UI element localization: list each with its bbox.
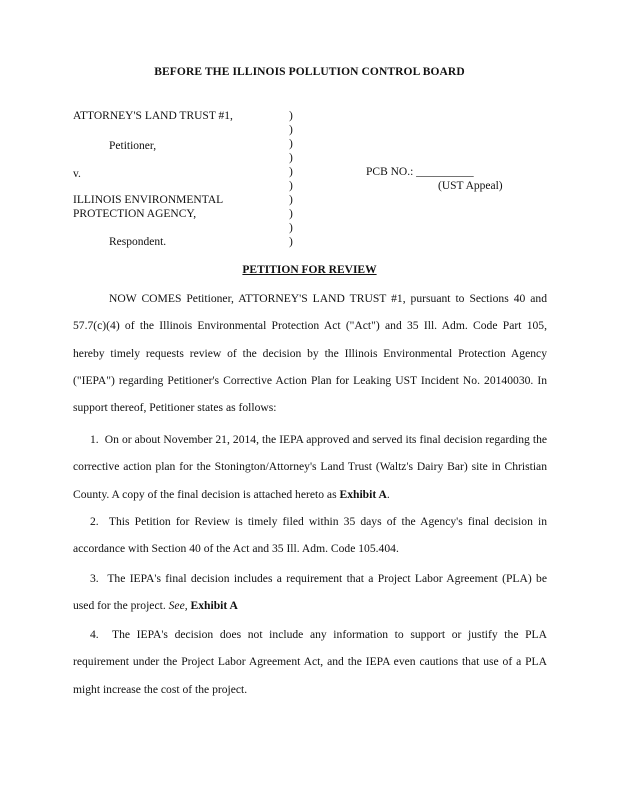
- document-title: PETITION FOR REVIEW: [242, 264, 377, 276]
- caption-paren: ): [289, 208, 293, 220]
- exhibit-reference: Exhibit A: [339, 487, 387, 501]
- paragraph-number: 4.: [90, 628, 99, 641]
- paragraph-text: On or about November 21, 2014, the IEPA approved and served its final decision regarding the corrective action plan for the Stonington/Attorney's Land Trust (Waltz's Dairy Bar) site in Christian County. A copy of the final decision is attached hereto as: [73, 433, 548, 501]
- pcb-number-label: PCB NO.: __________: [366, 166, 474, 178]
- paragraph-body: [73, 565, 547, 620]
- paragraph-text: The IEPA's final decision includes a requirement that a Project Labor Agreement (PLA) be used for the project.: [73, 572, 547, 613]
- caption-paren: ): [289, 236, 293, 248]
- paragraph-tail: .: [386, 487, 390, 501]
- petitioner-role: Petitioner,: [109, 140, 157, 152]
- numbered-paragraph-4: [73, 621, 547, 703]
- respondent-name-line1: ILLINOIS ENVIRONMENTAL: [73, 194, 224, 206]
- paragraph-number: 3.: [90, 572, 99, 585]
- numbered-paragraph-3: [73, 565, 547, 620]
- paragraph-text: The IEPA's decision does not include any information to support or justify the PLA requirement under the Project Labor Agreement Act, and the IEPA even cautions that use of a PLA might increase the cost of the project.: [73, 628, 548, 696]
- intro-text: NOW COMES Petitioner, ATTORNEY'S LAND TRUST #1, pursuant to Sections 40 and 57.7(c)(4) of the Illinois Environmental Protection Act ("Act") and 35 Ill. Adm. Code Part 105, hereby timely requests review of the decision by the Illinois Environmental Protection Agency ("IEPA") regarding Petitioner's Corrective Action Plan for Leaking UST Incident No. 20140030. In support thereof, Petitioner states as follows:: [73, 292, 547, 415]
- paragraph-text: This Petition for Review is timely filed within 35 days of the Agency's final decision in accordance with Section 40 of the Act and 35 Ill. Adm. Code 105.404.: [73, 515, 547, 556]
- board-heading: BEFORE THE ILLINOIS POLLUTION CONTROL BOARD: [154, 66, 465, 78]
- exhibit-reference: Exhibit A: [190, 599, 238, 613]
- paragraph-body: [73, 426, 547, 508]
- numbered-paragraph-1: [73, 426, 547, 508]
- see-signal: See,: [168, 599, 188, 613]
- caption-paren: ): [289, 222, 293, 234]
- versus-label: v.: [73, 168, 81, 180]
- caption-paren: ): [289, 152, 293, 164]
- respondent-role: Respondent.: [109, 236, 167, 248]
- paragraph-number: 2.: [90, 515, 99, 528]
- caption-paren: ): [289, 138, 293, 150]
- caption-paren: ): [289, 180, 293, 192]
- paragraph-number: 1.: [90, 433, 99, 446]
- caption-paren: ): [289, 110, 293, 122]
- caption-paren: ): [289, 194, 293, 206]
- respondent-name-line2: PROTECTION AGENCY,: [73, 208, 197, 220]
- caption-paren: ): [289, 124, 293, 136]
- intro-paragraph: [73, 285, 547, 421]
- paragraph-body: [73, 508, 547, 563]
- numbered-paragraph-2: [73, 508, 547, 563]
- caption-paren: ): [289, 166, 293, 178]
- paragraph-body: [73, 621, 547, 703]
- case-type: (UST Appeal): [438, 180, 503, 192]
- petitioner-name: ATTORNEY'S LAND TRUST #1,: [73, 110, 233, 122]
